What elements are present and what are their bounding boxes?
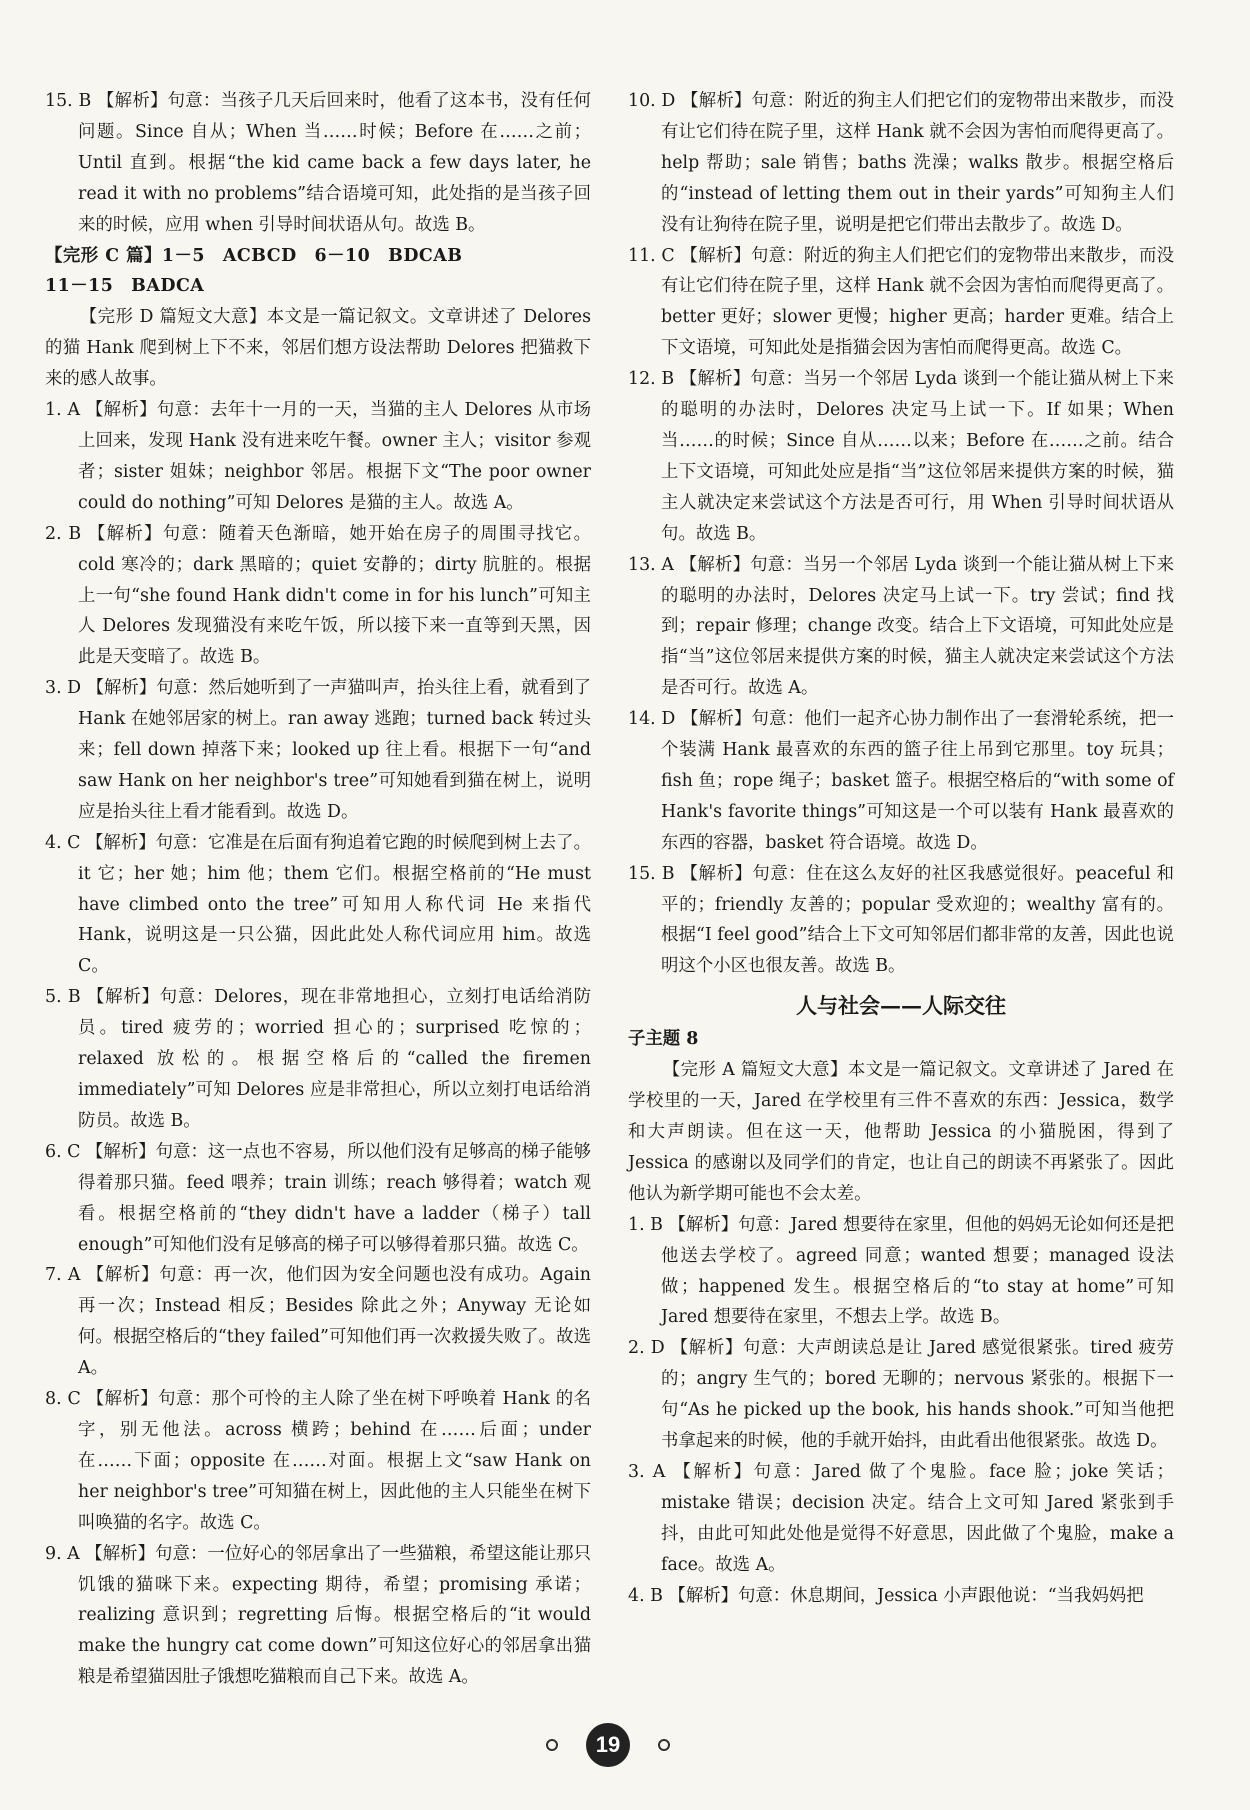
footer-dot-left <box>546 1739 558 1751</box>
answer-explanation: 6. C 【解析】句意：这一点也不容易，所以他们没有足够高的梯子能够得着那只猫。feed 喂养；train 训练；reach 够得着；watch 观看。根据空格前的“they didn't have a ladder（梯子）tall enough”可知他们没有足够高的梯子可以够得着那只猫。故选 C。 <box>45 1141 591 1255</box>
answer-explanation: 14. D 【解析】句意：他们一起齐心协力制作出了一套滑轮系统，把一个装满 Hank 最喜欢的东西的篮子往上吊到它那里。toy 玩具；fish 鱼；rope 绳子；basket 篮子。根据空格后的“with some of Hank's favorite things”可知这是一个可以装有 Hank 最喜欢的东西的容器，basket 符合语境。故选 D。 <box>628 709 1174 853</box>
page-footer <box>0 1720 1250 1770</box>
answer-explanation: 1. A 【解析】句意：去年十一月的一天，当猫的主人 Delores 从市场上回来，发现 Hank 没有进来吃午餐。owner 主人；visitor 参观者；sister 姐妹；neighbor 邻居。根据下文“The poor owner could do nothing”可知 Delores 是猫的主人。故选 A。 <box>45 400 591 513</box>
answer-explanation: 2. D 【解析】句意：大声朗读总是让 Jared 感觉很紧张。tired 疲劳的；angry 生气的；bored 无聊的；nervous 紧张的。根据下一句“As he picked up the book, his hands shook.”可知当他把书拿起来的时候，他的手就开始抖，由此看出他很紧张。故选 D。 <box>628 1338 1174 1452</box>
answer-explanation: 1. B 【解析】句意：Jared 想要待在家里，但他的妈妈无论如何还是把他送去学校了。agreed 同意；wanted 想要；managed 设法做；happened 发生。根据空格后的“to stay at home”可知 Jared 想要待在家里，不想去上学。故选 B。 <box>628 1214 1174 1328</box>
answer-key: 【完形 C 篇】1－5 ACBCD 6－10 BDCAB <box>45 245 463 266</box>
answer-explanation: 3. A 【解析】句意：Jared 做了个鬼脸。face 脸；joke 笑话；mistake 错误；decision 决定。结合上文可知 Jared 紧张到手抖，由此可知此处他是觉得不好意思，因此做了个鬼脸，make a face。故选 A。 <box>628 1461 1174 1575</box>
answer-explanation: 12. B 【解析】句意：当另一个邻居 Lyda 谈到一个能让猫从树上下来的聪明的办法时，Delores 决定马上试一下。If 如果；When 当……的时候；Since 自从……以来；Before 在……之前。结合上下文语境，可知此处应是指“当”这位邻居来提供方案的时候，猫主人就决定来尝试这个方法是否可行，用 When 引导时间状语从句。故选 B。 <box>628 369 1174 544</box>
answer-explanation: 7. A 【解析】句意：再一次，他们因为安全问题也没有成功。Again 再一次；Instead 相反；Besides 除此之外；Anyway 无论如何。根据空格后的“they failed”可知他们再一次救援失败了。故选 A。 <box>45 1265 591 1379</box>
answer-explanation: 9. A 【解析】句意：一位好心的邻居拿出了一些猫粮，希望这能让那只饥饿的猫咪下来。expecting 期待，希望；promising 承诺；realizing 意识到；regretting 后悔。根据空格后的“it would make the hungry cat come down”可知这位好心的邻居拿出猫粮是希望猫因肚子饿想吃猫粮而自己下来。故选 A。 <box>45 1543 591 1688</box>
footer-dot-right <box>658 1739 670 1751</box>
answer-explanation: 2. B 【解析】句意：随着天色渐暗，她开始在房子的周围寻找它。cold 寒冷的；dark 黑暗的；quiet 安静的；dirty 肮脏的。根据上一句“she found Hank didn't come in for his lunch”可知主人 Delores 发现猫没有来吃午饭，所以接下来一直等到天黑，因此是天变暗了。故选 B。 <box>45 523 591 668</box>
answer-explanation: 5. B 【解析】句意：Delores，现在非常地担心，立刻打电话给消防员。tired 疲劳的；worried 担心的；surprised 吃惊的；relaxed 放松的。根据空格后的“called the firemen immediately”可知 Delores 应是非常担心，所以立刻打电话给消防员。故选 B。 <box>45 987 591 1131</box>
passage-summary: 【完形 A 篇短文大意】本文是一篇记叙文。文章讲述了 Jared 在学校里的一天，Jared 在学校里有三件不喜欢的东西：Jessica，数学和大声朗读。但在这一天，他帮助 Jessica 的小猫脱困，得到了 Jessica 的感谢以及同学们的肯定，也让自己的朗读不再紧张了。因此他认为新学期可能也不会太差。 <box>628 1060 1174 1204</box>
answer-explanation: 8. C 【解析】句意：那个可怜的主人除了坐在树下呼唤着 Hank 的名字，别无他法。across 横跨；behind 在……后面；under 在……下面；opposite 在……对面。根据上文“saw Hank on her neighbor's tree”可知猫在树上，因此他的主人只能坐在树下叫唤猫的名字。故选 C。 <box>45 1389 591 1533</box>
answer-explanation: 10. D 【解析】句意：附近的狗主人们把它们的宠物带出来散步，而没有让它们待在院子里，这样 Hank 就不会因为害怕而爬得更高了。help 帮助；sale 销售；baths 洗澡；walks 散步。根据空格后的“instead of letting them out in their yards”可知狗主人们没有让狗待在院子里，说明是把它们带出去散步了。故选 D。 <box>628 91 1174 235</box>
answer-key: 11－15 BADCA <box>45 276 205 297</box>
left-column <box>45 86 591 1693</box>
right-column <box>628 86 1174 1612</box>
answer-explanation: 11. C 【解析】句意：附近的狗主人们把它们的宠物带出来散步，而没有让它们待在院子里，这样 Hank 就不会因为害怕而爬得更高了。better 更好；slower 更慢；higher 更高；harder 更难。结合上下文语境，可知此处是指猫会因为害怕而爬得更高。故选 C。 <box>628 245 1174 359</box>
passage-summary: 【完形 D 篇短文大意】本文是一篇记叙文。文章讲述了 Delores 的猫 Hank 爬到树上下不来，邻居们想方设法帮助 Delores 把猫救下来的感人故事。 <box>45 307 591 390</box>
subtopic-heading: 子主题 8 <box>628 1029 699 1050</box>
answer-explanation: 15. B 【解析】句意：住在这么友好的社区我感觉很好。peaceful 和平的；friendly 友善的；popular 受欢迎的；wealthy 富有的。根据“I feel good”结合上下文可知邻居们都非常的友善，因此也说明这个小区也很友善。故选 B。 <box>628 863 1174 977</box>
page-number: 19 <box>586 1723 630 1767</box>
answer-explanation: 13. A 【解析】句意：当另一个邻居 Lyda 谈到一个能让猫从树上下来的聪明的办法时，Delores 决定马上试一下。try 尝试；find 找到；repair 修理；change 改变。结合上下文语境，可知此处应是指“当”这位邻居来提供方案的时候，猫主人就决定来尝试这个方法是否可行。故选 A。 <box>628 554 1174 699</box>
section-title: 人与社会——人际交往 <box>796 993 1006 1019</box>
answer-explanation: 4. C 【解析】句意：它准是在后面有狗追着它跑的时候爬到树上去了。it 它；her 她；him 他；them 它们。根据空格前的“He must have climbed onto the tree”可知用人称代词 He 来指代 Hank，说明这是一只公猫，因此此处人称代词应用 him。故选 C。 <box>45 832 591 977</box>
answer-explanation: 4. B 【解析】句意：休息期间，Jessica 小声跟他说：“当我妈妈把 <box>628 1585 1144 1606</box>
answer-explanation: 3. D 【解析】句意：然后她听到了一声猫叫声，抬头往上看，就看到了 Hank 在她邻居家的树上。ran away 逃跑；turned back 转过头来；fell down 掉落下来；looked up 往上看。根据下一句“and saw Hank on her neighbor's tree”可知她看到猫在树上，说明应是抬头往上看才能看到。故选 D。 <box>45 678 591 822</box>
answer-explanation: 15. B 【解析】句意：当孩子几天后回来时，他看了这本书，没有任何问题。Since 自从；When 当……时候；Before 在……之前；Until 直到。根据“the kid came back a few days later, he read it with no problems”结合语境可知，此处指的是当孩子回来的时候，应用 when 引导时间状语从句。故选 B。 <box>45 91 591 235</box>
